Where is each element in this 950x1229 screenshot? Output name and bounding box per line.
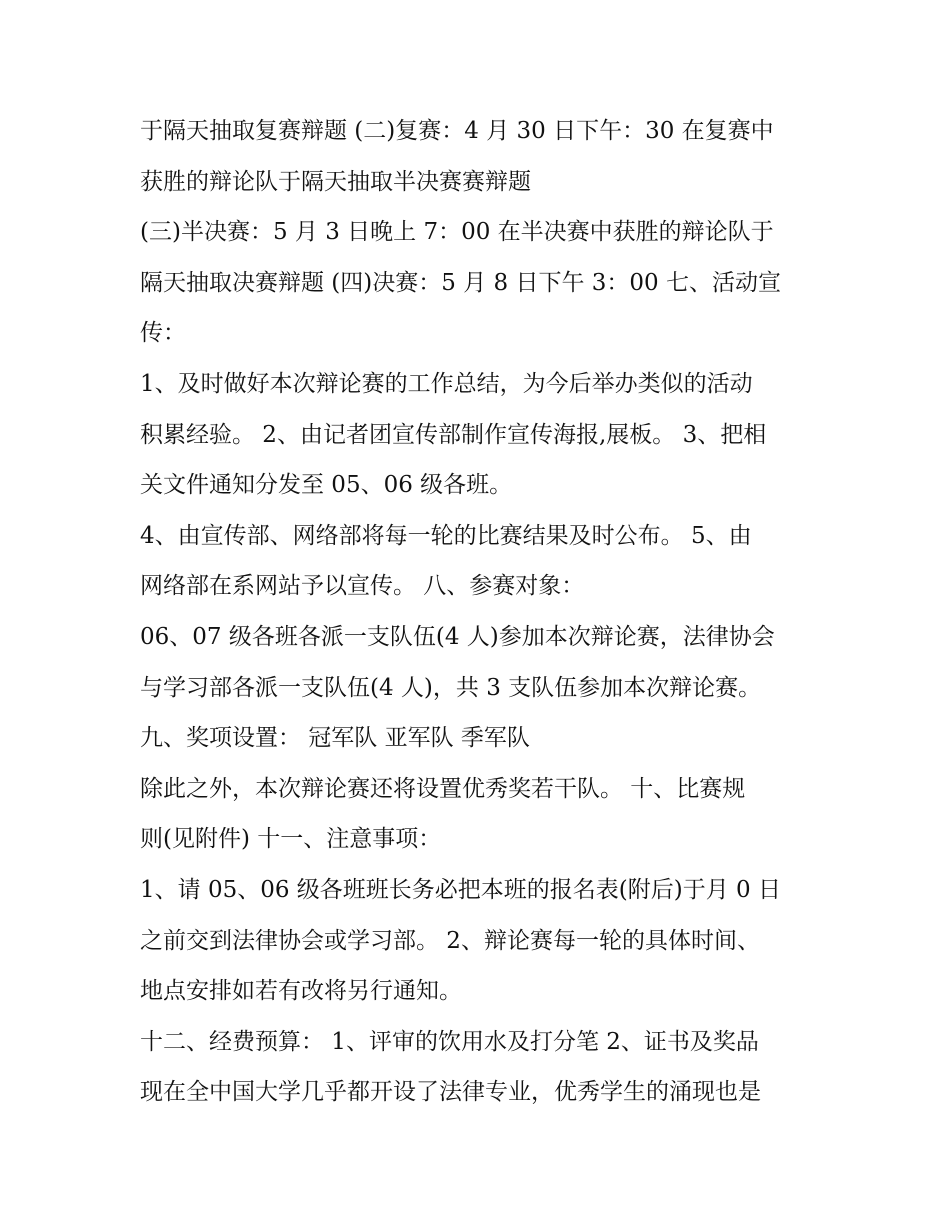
text-line: 之前交到法律协会或学习部。 2、辩论赛每一轮的具体时间、 — [140, 927, 760, 954]
text-line: 十二、经费预算： 1、评审的饮用水及打分笔 2、证书及奖品 — [140, 1028, 759, 1055]
text-line: 九、奖项设置： 冠军队 亚军队 季军队 — [140, 725, 530, 752]
text-line: 1、请 05、06 级各班班长务必把本班的报名表(附后)于月 0 日 — [140, 876, 781, 903]
text-line: 则(见附件) 十一、注意事项： — [140, 826, 442, 853]
document-body — [140, 106, 820, 1118]
text-line: 传： — [140, 320, 186, 347]
text-line: 积累经验。 2、由记者团宣传部制作宣传海报,展板。 3、把相 — [140, 421, 767, 448]
text-line: 隔天抽取决赛辩题 (四)决赛：5 月 8 日下午 3：00 七、活动宣 — [140, 269, 781, 296]
text-line: 06、07 级各班各派一支队伍(4 人)参加本次辩论赛，法律协会 — [140, 623, 775, 650]
text-line: 获胜的辩论队于隔天抽取半决赛赛辩题 — [140, 168, 531, 195]
text-line: 地点安排如若有改将另行通知。 — [140, 978, 462, 1005]
text-line: 除此之外，本次辩论赛还将设置优秀奖若干队。 十、比赛规 — [140, 775, 746, 802]
text-line: 于隔天抽取复赛辩题 (二)复赛：4 月 30 日下午：30 在复赛中 — [140, 118, 774, 144]
text-line: 1、及时做好本次辩论赛的工作总结，为今后举办类似的活动 — [140, 370, 753, 397]
text-line: 网络部在系网站予以宣传。 八、参赛对象： — [140, 573, 585, 600]
text-line: (三)半决赛：5 月 3 日晚上 7：00 在半决赛中获胜的辩论队于 — [140, 219, 774, 246]
text-line: 关文件通知分发至 05、06 级各班。 — [140, 472, 513, 499]
text-line: 与学习部各派一支队伍(4 人)，共 3 支队伍参加本次辩论赛。 — [140, 674, 762, 701]
text-line: 4、由宣传部、网络部将每一轮的比赛结果及时公布。 5、由 — [140, 522, 752, 549]
text-line: 现在全中国大学几乎都开设了法律专业，优秀学生的涌现也是 — [140, 1079, 761, 1106]
